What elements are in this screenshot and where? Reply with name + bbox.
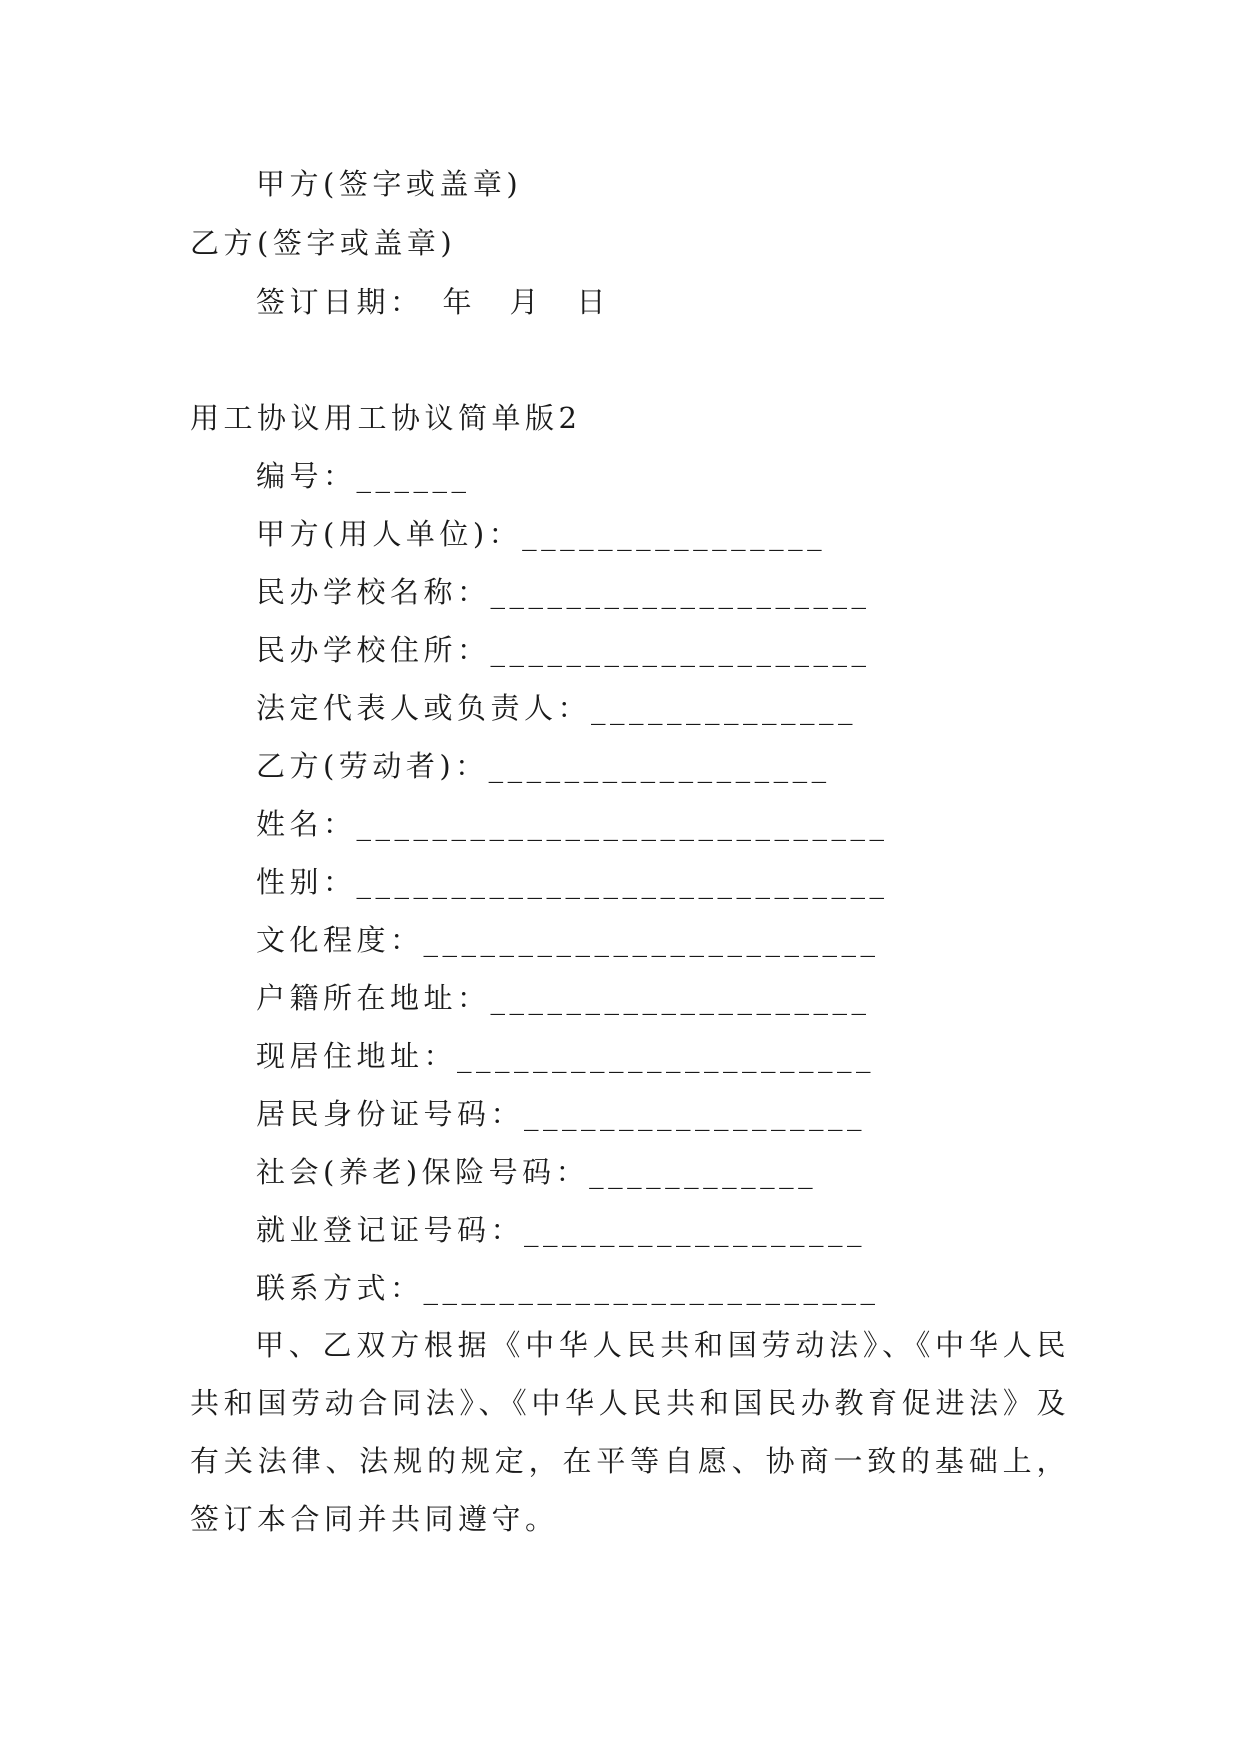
- field-household-address: [256, 980, 871, 1016]
- field-name: [256, 806, 889, 842]
- field-id-number: [256, 1096, 866, 1132]
- field-label: 文化程度：: [256, 923, 424, 957]
- field-employee: [256, 748, 831, 784]
- field-label: 民办学校住所：: [256, 633, 491, 667]
- field-label: 性别：: [256, 865, 357, 899]
- field-blank: ____________________: [490, 575, 871, 609]
- field-blank: ____________: [589, 1155, 818, 1189]
- field-blank: __________________: [524, 1213, 867, 1247]
- field-education: [256, 922, 880, 958]
- field-legal-representative: [256, 690, 857, 726]
- field-label: 居民身份证号码：: [256, 1097, 525, 1131]
- field-insurance-number: [256, 1154, 817, 1190]
- field-blank: ____________________________: [356, 807, 889, 841]
- field-label: 编号：: [256, 459, 357, 493]
- field-label: 民办学校名称：: [256, 575, 491, 609]
- field-blank: __________________: [488, 749, 831, 783]
- field-blank: ______: [356, 459, 471, 493]
- field-school-name: [256, 574, 871, 610]
- field-label: 法定代表人或负责人：: [256, 691, 592, 725]
- agreement-title: 用工协议用工协议简单版2: [190, 401, 582, 435]
- field-blank: ________________________: [423, 923, 880, 957]
- field-label: 姓名：: [256, 807, 357, 841]
- field-blank: ____________________: [490, 633, 871, 667]
- field-label: 现居住地址：: [256, 1039, 458, 1073]
- field-current-address: [256, 1038, 875, 1074]
- field-label: 甲方(用人单位)：: [256, 517, 523, 551]
- agreement-preamble: 甲、乙双方根据《中华人民共和国劳动法》、《中华人民共和国劳动合同法》、《中华人民共和国民办教育促进法》及有关法律、法规的规定，在平等自愿、协商一致的基础上，签订本合同并共同遵守。: [190, 1328, 1070, 1536]
- field-employer: [256, 516, 826, 552]
- field-blank: ________________: [522, 517, 827, 551]
- party-a-signature: 甲方(签字或盖章): [256, 167, 523, 201]
- field-employment-registration: [256, 1212, 866, 1248]
- field-blank: ____________________: [490, 981, 871, 1015]
- field-contact: [256, 1270, 880, 1306]
- field-gender: [256, 864, 889, 900]
- field-label: 联系方式：: [256, 1271, 424, 1305]
- party-b-signature: 乙方(签字或盖章): [190, 226, 457, 260]
- field-blank: ______________: [591, 691, 858, 725]
- field-label: 社会(养老)保险号码：: [256, 1155, 590, 1189]
- field-school-address: [256, 632, 871, 668]
- field-label: 乙方(劳动者)：: [256, 749, 489, 783]
- field-number: [256, 458, 471, 494]
- sign-date: 签订日期： 年 月 日: [256, 285, 611, 319]
- field-blank: ______________________: [457, 1039, 876, 1073]
- field-blank: ________________________: [423, 1271, 880, 1305]
- field-blank: __________________: [524, 1097, 867, 1131]
- field-label: 就业登记证号码：: [256, 1213, 525, 1247]
- field-blank: ____________________________: [356, 865, 889, 899]
- field-label: 户籍所在地址：: [256, 981, 491, 1015]
